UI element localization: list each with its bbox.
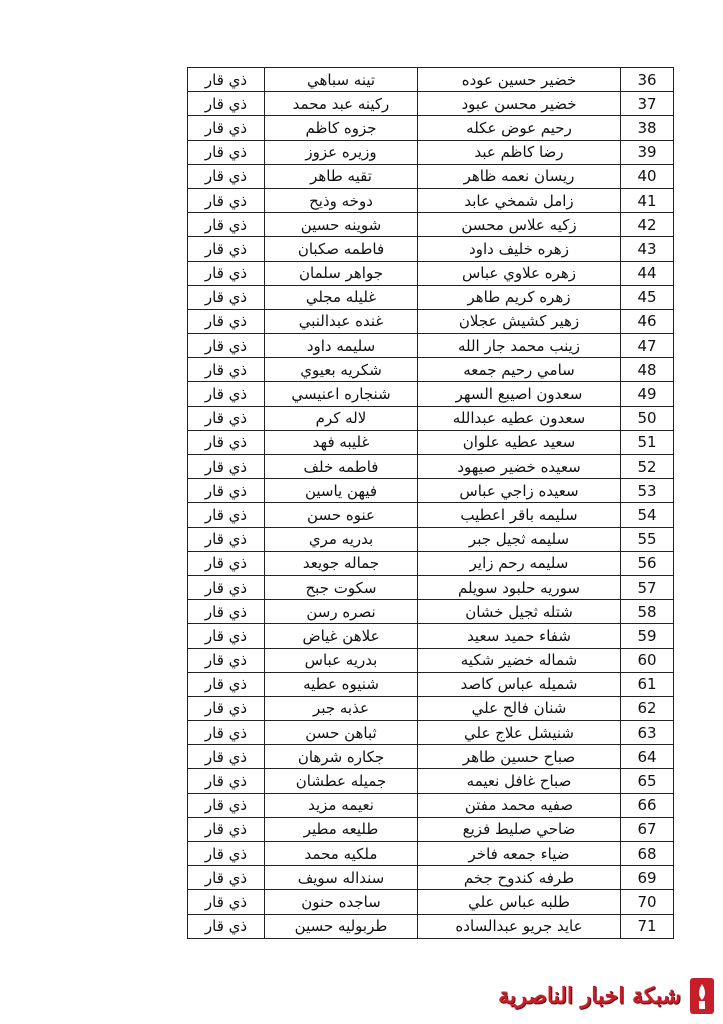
row-number-cell: 52 [621,455,674,479]
governorate-cell: ذي قار [188,334,265,358]
row-number-cell: 46 [621,309,674,333]
mother-name-cell: غليله مجلي [265,285,418,309]
full-name-cell: زكيه علاس محسن [418,213,621,237]
full-name-cell: شفاء حميد سعيد [418,624,621,648]
table-row [188,116,674,140]
full-name-cell: سليمه ثجيل جبر [418,527,621,551]
governorate-cell: ذي قار [188,624,265,648]
row-number-cell: 70 [621,890,674,914]
site-watermark [467,974,717,1018]
row-number-cell: 63 [621,721,674,745]
governorate-cell: ذي قار [188,793,265,817]
mother-name-cell: شوينه حسين [265,213,418,237]
full-name-cell: شماله خضير شكيه [418,648,621,672]
full-name-cell: سعدون اصيبع السهر [418,382,621,406]
table-row [188,914,674,938]
full-name-cell: زهره خليف داود [418,237,621,261]
row-number-cell: 61 [621,672,674,696]
mother-name-cell: تينه سباهي [265,68,418,92]
mother-name-cell: جزوه كاظم [265,116,418,140]
row-number-cell: 69 [621,866,674,890]
full-name-cell: زهره علاوي عباس [418,261,621,285]
full-name-cell: خضير محسن عبود [418,92,621,116]
table-row [188,527,674,551]
mother-name-cell: عذبه جبر [265,696,418,720]
governorate-cell: ذي قار [188,600,265,624]
mother-name-cell: ثباهن حسن [265,721,418,745]
governorate-cell: ذي قار [188,551,265,575]
table-row [188,696,674,720]
mother-name-cell: سليمه داود [265,334,418,358]
table-row [188,358,674,382]
full-name-cell: زامل شمخي عابد [418,188,621,212]
table-row [188,164,674,188]
table-row [188,430,674,454]
mother-name-cell: نعيمه مزيد [265,793,418,817]
row-number-cell: 38 [621,116,674,140]
row-number-cell: 48 [621,358,674,382]
mother-name-cell: طربوليه حسين [265,914,418,938]
full-name-cell: شميله عباس كاصد [418,672,621,696]
governorate-cell: ذي قار [188,188,265,212]
mother-name-cell: لاله كرم [265,406,418,430]
governorate-cell: ذي قار [188,237,265,261]
governorate-cell: ذي قار [188,68,265,92]
governorate-cell: ذي قار [188,721,265,745]
full-name-cell: سوريه حلبود سويلم [418,575,621,599]
row-number-cell: 39 [621,140,674,164]
governorate-cell: ذي قار [188,92,265,116]
row-number-cell: 59 [621,624,674,648]
table-row [188,92,674,116]
table-row [188,769,674,793]
table-row [188,817,674,841]
table-row [188,624,674,648]
full-name-cell: صباح حسين طاهر [418,745,621,769]
table-row [188,261,674,285]
table-row [188,285,674,309]
row-number-cell: 43 [621,237,674,261]
governorate-cell: ذي قار [188,309,265,333]
row-number-cell: 62 [621,696,674,720]
names-table [187,67,674,939]
table-row [188,793,674,817]
governorate-cell: ذي قار [188,164,265,188]
mother-name-cell: ركينه عبد محمد [265,92,418,116]
table-row [188,68,674,92]
row-number-cell: 42 [621,213,674,237]
row-number-cell: 47 [621,334,674,358]
mother-name-cell: غليبه فهد [265,430,418,454]
table-row [188,551,674,575]
full-name-cell: خضير حسين عوده [418,68,621,92]
row-number-cell: 50 [621,406,674,430]
full-name-cell: زهير كشيش عجلان [418,309,621,333]
mother-name-cell: شنجاره اعنيسي [265,382,418,406]
governorate-cell: ذي قار [188,406,265,430]
row-number-cell: 60 [621,648,674,672]
governorate-cell: ذي قار [188,140,265,164]
mother-name-cell: غنده عبدالنبي [265,309,418,333]
full-name-cell: سعيده خضير صيهود [418,455,621,479]
governorate-cell: ذي قار [188,479,265,503]
full-name-cell: شتله ثجيل خشان [418,600,621,624]
row-number-cell: 67 [621,817,674,841]
full-name-cell: سليمه باقر اعطيب [418,503,621,527]
full-name-cell: ضياء جمعه فاخر [418,842,621,866]
mother-name-cell: شكريه بعيوي [265,358,418,382]
governorate-cell: ذي قار [188,769,265,793]
full-name-cell: زينب محمد جار الله [418,334,621,358]
governorate-cell: ذي قار [188,261,265,285]
governorate-cell: ذي قار [188,696,265,720]
mother-name-cell: علاهن غياض [265,624,418,648]
mother-name-cell: جميله عطشان [265,769,418,793]
full-name-cell: صفيه محمد مفتن [418,793,621,817]
mother-name-cell: دوخه وذيح [265,188,418,212]
lamp-emblem-icon [687,976,717,1016]
row-number-cell: 58 [621,600,674,624]
table-row [188,213,674,237]
mother-name-cell: طليعه مطير [265,817,418,841]
row-number-cell: 51 [621,430,674,454]
table-row [188,479,674,503]
governorate-cell: ذي قار [188,817,265,841]
governorate-cell: ذي قار [188,890,265,914]
full-name-cell: سليمه رحم زاير [418,551,621,575]
governorate-cell: ذي قار [188,842,265,866]
table-row [188,309,674,333]
mother-name-cell: شنيوه عطيه [265,672,418,696]
row-number-cell: 56 [621,551,674,575]
watermark-text: شبكة اخبار الناصرية [498,983,681,1009]
table-row [188,600,674,624]
table-row [188,188,674,212]
governorate-cell: ذي قار [188,382,265,406]
governorate-cell: ذي قار [188,285,265,309]
full-name-cell: سعيده زاجي عباس [418,479,621,503]
governorate-cell: ذي قار [188,358,265,382]
row-number-cell: 45 [621,285,674,309]
table-row [188,575,674,599]
full-name-cell: سعيد عطيه علوان [418,430,621,454]
governorate-cell: ذي قار [188,527,265,551]
full-name-cell: عايد جريو عبدالساده [418,914,621,938]
mother-name-cell: سكوت جبح [265,575,418,599]
table-row [188,503,674,527]
mother-name-cell: جواهر سلمان [265,261,418,285]
governorate-cell: ذي قار [188,430,265,454]
mother-name-cell: فاطمه خلف [265,455,418,479]
mother-name-cell: عنوه حسن [265,503,418,527]
table-row [188,721,674,745]
table-row [188,648,674,672]
row-number-cell: 57 [621,575,674,599]
table-row [188,406,674,430]
governorate-cell: ذي قار [188,503,265,527]
full-name-cell: شنيشل علاج علي [418,721,621,745]
row-number-cell: 68 [621,842,674,866]
governorate-cell: ذي قار [188,866,265,890]
governorate-cell: ذي قار [188,575,265,599]
governorate-cell: ذي قار [188,914,265,938]
full-name-cell: شنان فالح علي [418,696,621,720]
row-number-cell: 37 [621,92,674,116]
row-number-cell: 71 [621,914,674,938]
mother-name-cell: ملكيه محمد [265,842,418,866]
row-number-cell: 40 [621,164,674,188]
mother-name-cell: بدريه مري [265,527,418,551]
mother-name-cell: ساجده حنون [265,890,418,914]
governorate-cell: ذي قار [188,672,265,696]
mother-name-cell: نصره رسن [265,600,418,624]
row-number-cell: 36 [621,68,674,92]
full-name-cell: ضاحي صليط فزيع [418,817,621,841]
row-number-cell: 64 [621,745,674,769]
table-row [188,455,674,479]
table-row [188,140,674,164]
table-row [188,842,674,866]
mother-name-cell: فيهن ياسين [265,479,418,503]
table-row [188,745,674,769]
full-name-cell: سعدون عطيه عبدالله [418,406,621,430]
row-number-cell: 44 [621,261,674,285]
table-row [188,672,674,696]
table-row [188,237,674,261]
full-name-cell: طلبه عباس علي [418,890,621,914]
full-name-cell: طرفه كندوح جخم [418,866,621,890]
mother-name-cell: جماله جويعد [265,551,418,575]
full-name-cell: ريسان نعمه ظاهر [418,164,621,188]
full-name-cell: زهره كريم طاهر [418,285,621,309]
row-number-cell: 54 [621,503,674,527]
full-name-cell: صباح غافل نعيمه [418,769,621,793]
mother-name-cell: وزيره عزوز [265,140,418,164]
mother-name-cell: جكاره شرهان [265,745,418,769]
table-row [188,382,674,406]
governorate-cell: ذي قار [188,745,265,769]
mother-name-cell: فاطمه صكبان [265,237,418,261]
row-number-cell: 49 [621,382,674,406]
mother-name-cell: بدريه عباس [265,648,418,672]
row-number-cell: 65 [621,769,674,793]
row-number-cell: 66 [621,793,674,817]
full-name-cell: رضا كاظم عبد [418,140,621,164]
governorate-cell: ذي قار [188,213,265,237]
full-name-cell: رحيم عوض عكله [418,116,621,140]
table-row [188,334,674,358]
governorate-cell: ذي قار [188,116,265,140]
mother-name-cell: تقيه طاهر [265,164,418,188]
table-row [188,866,674,890]
mother-name-cell: سنداله سويف [265,866,418,890]
governorate-cell: ذي قار [188,455,265,479]
row-number-cell: 41 [621,188,674,212]
names-table-body [188,68,674,939]
row-number-cell: 53 [621,479,674,503]
full-name-cell: سامي رحيم جمعه [418,358,621,382]
row-number-cell: 55 [621,527,674,551]
governorate-cell: ذي قار [188,648,265,672]
table-row [188,890,674,914]
